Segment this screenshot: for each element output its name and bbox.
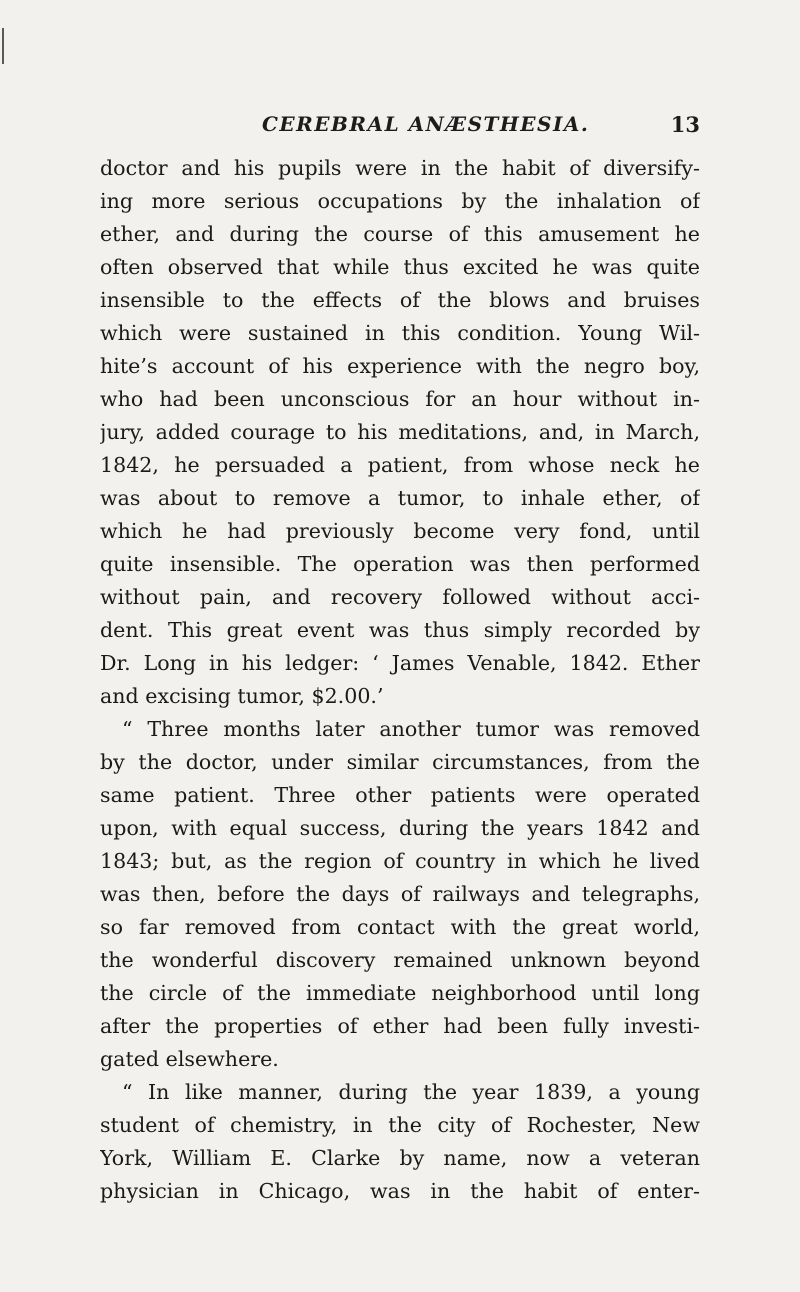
text-line: gated elsewhere. bbox=[100, 1047, 279, 1071]
text-line: physician in Chicago, was in the habit of enter- bbox=[100, 1179, 700, 1203]
text-line: York, William E. Clarke by name, now a veteran bbox=[100, 1146, 700, 1170]
scan-edge-mark bbox=[2, 28, 4, 64]
text-line: doctor and his pupils were in the habit of diversify- bbox=[100, 156, 700, 180]
text-line: by the doctor, under similar circumstances, from the bbox=[100, 750, 700, 774]
text-line: which he had previously become very fond, until bbox=[100, 519, 700, 543]
text-line: Dr. Long in his ledger: ‘ James Venable, 1842. Ether bbox=[100, 651, 700, 675]
text-line: and excising tumor, $2.00.’ bbox=[100, 684, 384, 708]
paragraph bbox=[100, 152, 700, 713]
paragraph bbox=[100, 1076, 700, 1208]
text-line: same patient. Three other patients were operated bbox=[100, 783, 700, 807]
running-head bbox=[100, 112, 700, 142]
text-line: insensible to the effects of the blows and bruises bbox=[100, 288, 700, 312]
text-line: quite insensible. The operation was then performed bbox=[100, 552, 700, 576]
text-line: upon, with equal success, during the years 1842 and bbox=[100, 816, 700, 840]
text-line: 1843; but, as the region of country in which he lived bbox=[100, 849, 700, 873]
body-text bbox=[100, 152, 700, 1208]
text-line: who had been unconscious for an hour without in- bbox=[100, 387, 700, 411]
text-line: dent. This great event was thus simply recorded by bbox=[100, 618, 700, 642]
text-line: student of chemistry, in the city of Rochester, New bbox=[100, 1113, 700, 1137]
text-line: so far removed from contact with the great world, bbox=[100, 915, 700, 939]
text-line: after the properties of ether had been fully investi- bbox=[100, 1014, 700, 1038]
text-line: the circle of the immediate neighborhood until long bbox=[100, 981, 700, 1005]
page-number: 13 bbox=[670, 112, 700, 137]
text-line: often observed that while thus excited he was quite bbox=[100, 255, 700, 279]
text-line: which were sustained in this condition. Young Wil- bbox=[100, 321, 700, 345]
text-line: jury, added courage to his meditations, and, in March, bbox=[100, 420, 700, 444]
text-line: 1842, he persuaded a patient, from whose neck he bbox=[100, 453, 700, 477]
text-line: ing more serious occupations by the inhalation of bbox=[100, 189, 700, 213]
text-line: without pain, and recovery followed without acci- bbox=[100, 585, 700, 609]
text-line: “ Three months later another tumor was removed bbox=[122, 717, 700, 741]
text-line: was about to remove a tumor, to inhale ether, of bbox=[100, 486, 700, 510]
text-line: hite’s account of his experience with the negro boy, bbox=[100, 354, 700, 378]
text-line: “ In like manner, during the year 1839, a young bbox=[122, 1080, 700, 1104]
paragraph bbox=[100, 713, 700, 1076]
text-line: was then, before the days of railways and telegraphs, bbox=[100, 882, 700, 906]
text-line: ether, and during the course of this amusement he bbox=[100, 222, 700, 246]
running-title: CEREBRAL ANÆSTHESIA. bbox=[262, 112, 590, 136]
text-line: the wonderful discovery remained unknown beyond bbox=[100, 948, 700, 972]
